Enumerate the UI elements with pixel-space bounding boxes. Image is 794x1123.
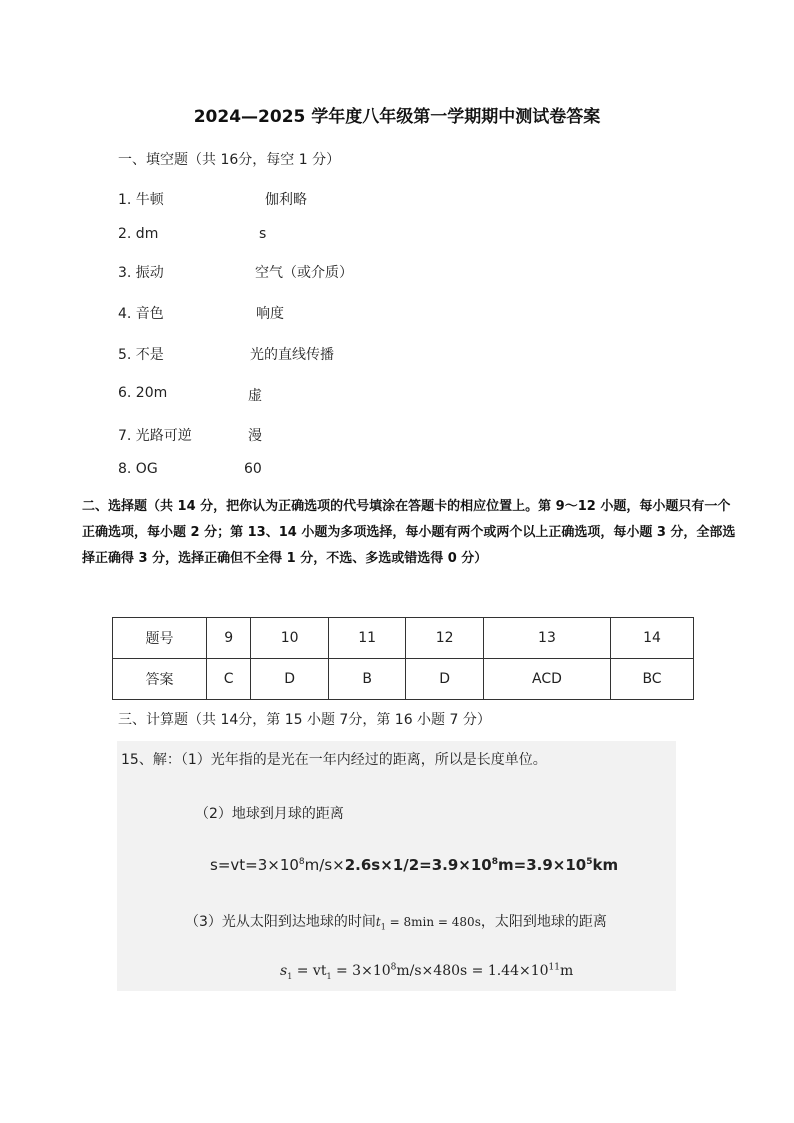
item-number: 1. 牛顿 xyxy=(118,192,164,208)
table-cell: 13 xyxy=(483,618,610,659)
table-cell: C xyxy=(207,659,251,700)
item-answer: 伽利略 xyxy=(265,192,307,208)
fill-item-3 xyxy=(118,262,353,282)
section1-heading: 一、填空题（共 16分，每空 1 分） xyxy=(118,152,341,168)
formula-text: m/s×480s = 1.44×10 xyxy=(396,963,549,979)
item-answer: 60 xyxy=(244,461,262,477)
table-cell: 12 xyxy=(406,618,484,659)
formula-text: km xyxy=(592,856,619,874)
table-row-numbers xyxy=(113,618,694,659)
formula-text: = vt xyxy=(292,963,327,979)
formula-exp: 8 xyxy=(491,857,498,867)
fill-item-8 xyxy=(118,461,262,477)
formula-text: 2.6s×1/2=3.9×10 xyxy=(344,856,492,874)
time-formula xyxy=(375,915,481,932)
calculation-box xyxy=(117,741,676,991)
item-number: 6. 20m xyxy=(118,385,168,401)
q15-part3 xyxy=(185,911,607,931)
table-cell: D xyxy=(251,659,329,700)
item-number: 4. 音色 xyxy=(118,306,164,322)
item-number: 8. OG xyxy=(118,461,158,477)
formula-sub: 1 xyxy=(326,971,332,981)
formula-text: = 3×10 xyxy=(331,963,391,979)
formula-text: s=vt=3×10 xyxy=(210,856,299,874)
item-number: 7. 光路可逆 xyxy=(118,428,192,444)
fill-item-1 xyxy=(118,189,307,209)
fill-item-5 xyxy=(118,344,334,364)
formula-text: m xyxy=(560,963,574,979)
table-cell: B xyxy=(328,659,406,700)
fill-item-6 xyxy=(118,385,262,404)
formula-earth-moon xyxy=(210,856,618,874)
formula-sub: 1 xyxy=(380,922,386,932)
item-number: 2. dm xyxy=(118,226,159,242)
item-answer: 空气（或介质） xyxy=(255,265,353,281)
formula-var: t xyxy=(375,915,381,929)
part3-text: （3）光从太阳到达地球的时间 xyxy=(185,914,376,930)
part3-text: ，太阳到地球的距离 xyxy=(480,914,607,930)
formula-exp: 11 xyxy=(548,962,560,973)
formula-exp: 8 xyxy=(390,962,397,973)
item-answer: 漫 xyxy=(248,428,262,444)
q15-part1: 15、解：（1）光年指的是光在一年内经过的距离，所以是长度单位。 xyxy=(121,752,547,768)
page-title: 2024—2025 学年度八年级第一学期期中测试卷答案 xyxy=(193,107,601,127)
item-answer: 响度 xyxy=(256,306,284,322)
table-cell: 14 xyxy=(611,618,694,659)
formula-sub: 1 xyxy=(287,971,293,981)
table-cell: ACD xyxy=(483,659,610,700)
item-answer: 光的直线传播 xyxy=(250,347,334,363)
table-cell: 10 xyxy=(251,618,329,659)
section2-heading: 二、选择题（共 14 分，把你认为正确选项的代号填涂在答题卡的相应位置上。第 9～12 小题，每小题只有一个正确选项，每小题 2 分；第 13、14 小题为多项选择，每小题有两个或两个以上正确选项，每小题 3 分，全部选择正确得 3 分，选择正确但不全得 1 分，不选、多选或错选得 0 分） xyxy=(82,499,736,566)
table-cell: 9 xyxy=(207,618,251,659)
item-answer: s xyxy=(259,226,267,242)
formula-text: m=3.9×10 xyxy=(498,856,587,874)
answer-table xyxy=(112,617,694,700)
fill-item-4 xyxy=(118,303,284,323)
table-row-answers xyxy=(113,659,694,700)
formula-text: m/s× xyxy=(304,856,345,874)
formula-exp: 5 xyxy=(586,857,593,867)
section3-heading: 三、计算题（共 14分，第 15 小题 7分，第 16 小题 7 分） xyxy=(118,712,491,728)
formula-exp: 8 xyxy=(298,857,305,867)
formula-sun-earth xyxy=(280,963,573,979)
fill-item-2 xyxy=(118,226,267,242)
table-cell: 11 xyxy=(328,618,406,659)
formula-var: s xyxy=(280,963,288,979)
table-cell: BC xyxy=(611,659,694,700)
fill-item-7 xyxy=(118,425,262,445)
table-cell: 答案 xyxy=(113,659,207,700)
item-answer: 虚 xyxy=(248,388,262,404)
item-number: 3. 振动 xyxy=(118,265,164,281)
table-cell: 题号 xyxy=(113,618,207,659)
item-number: 5. 不是 xyxy=(118,347,164,363)
table-cell: D xyxy=(406,659,484,700)
formula-text: = 8min = 480s xyxy=(385,915,481,929)
q15-part2: （2）地球到月球的距离 xyxy=(195,806,344,822)
